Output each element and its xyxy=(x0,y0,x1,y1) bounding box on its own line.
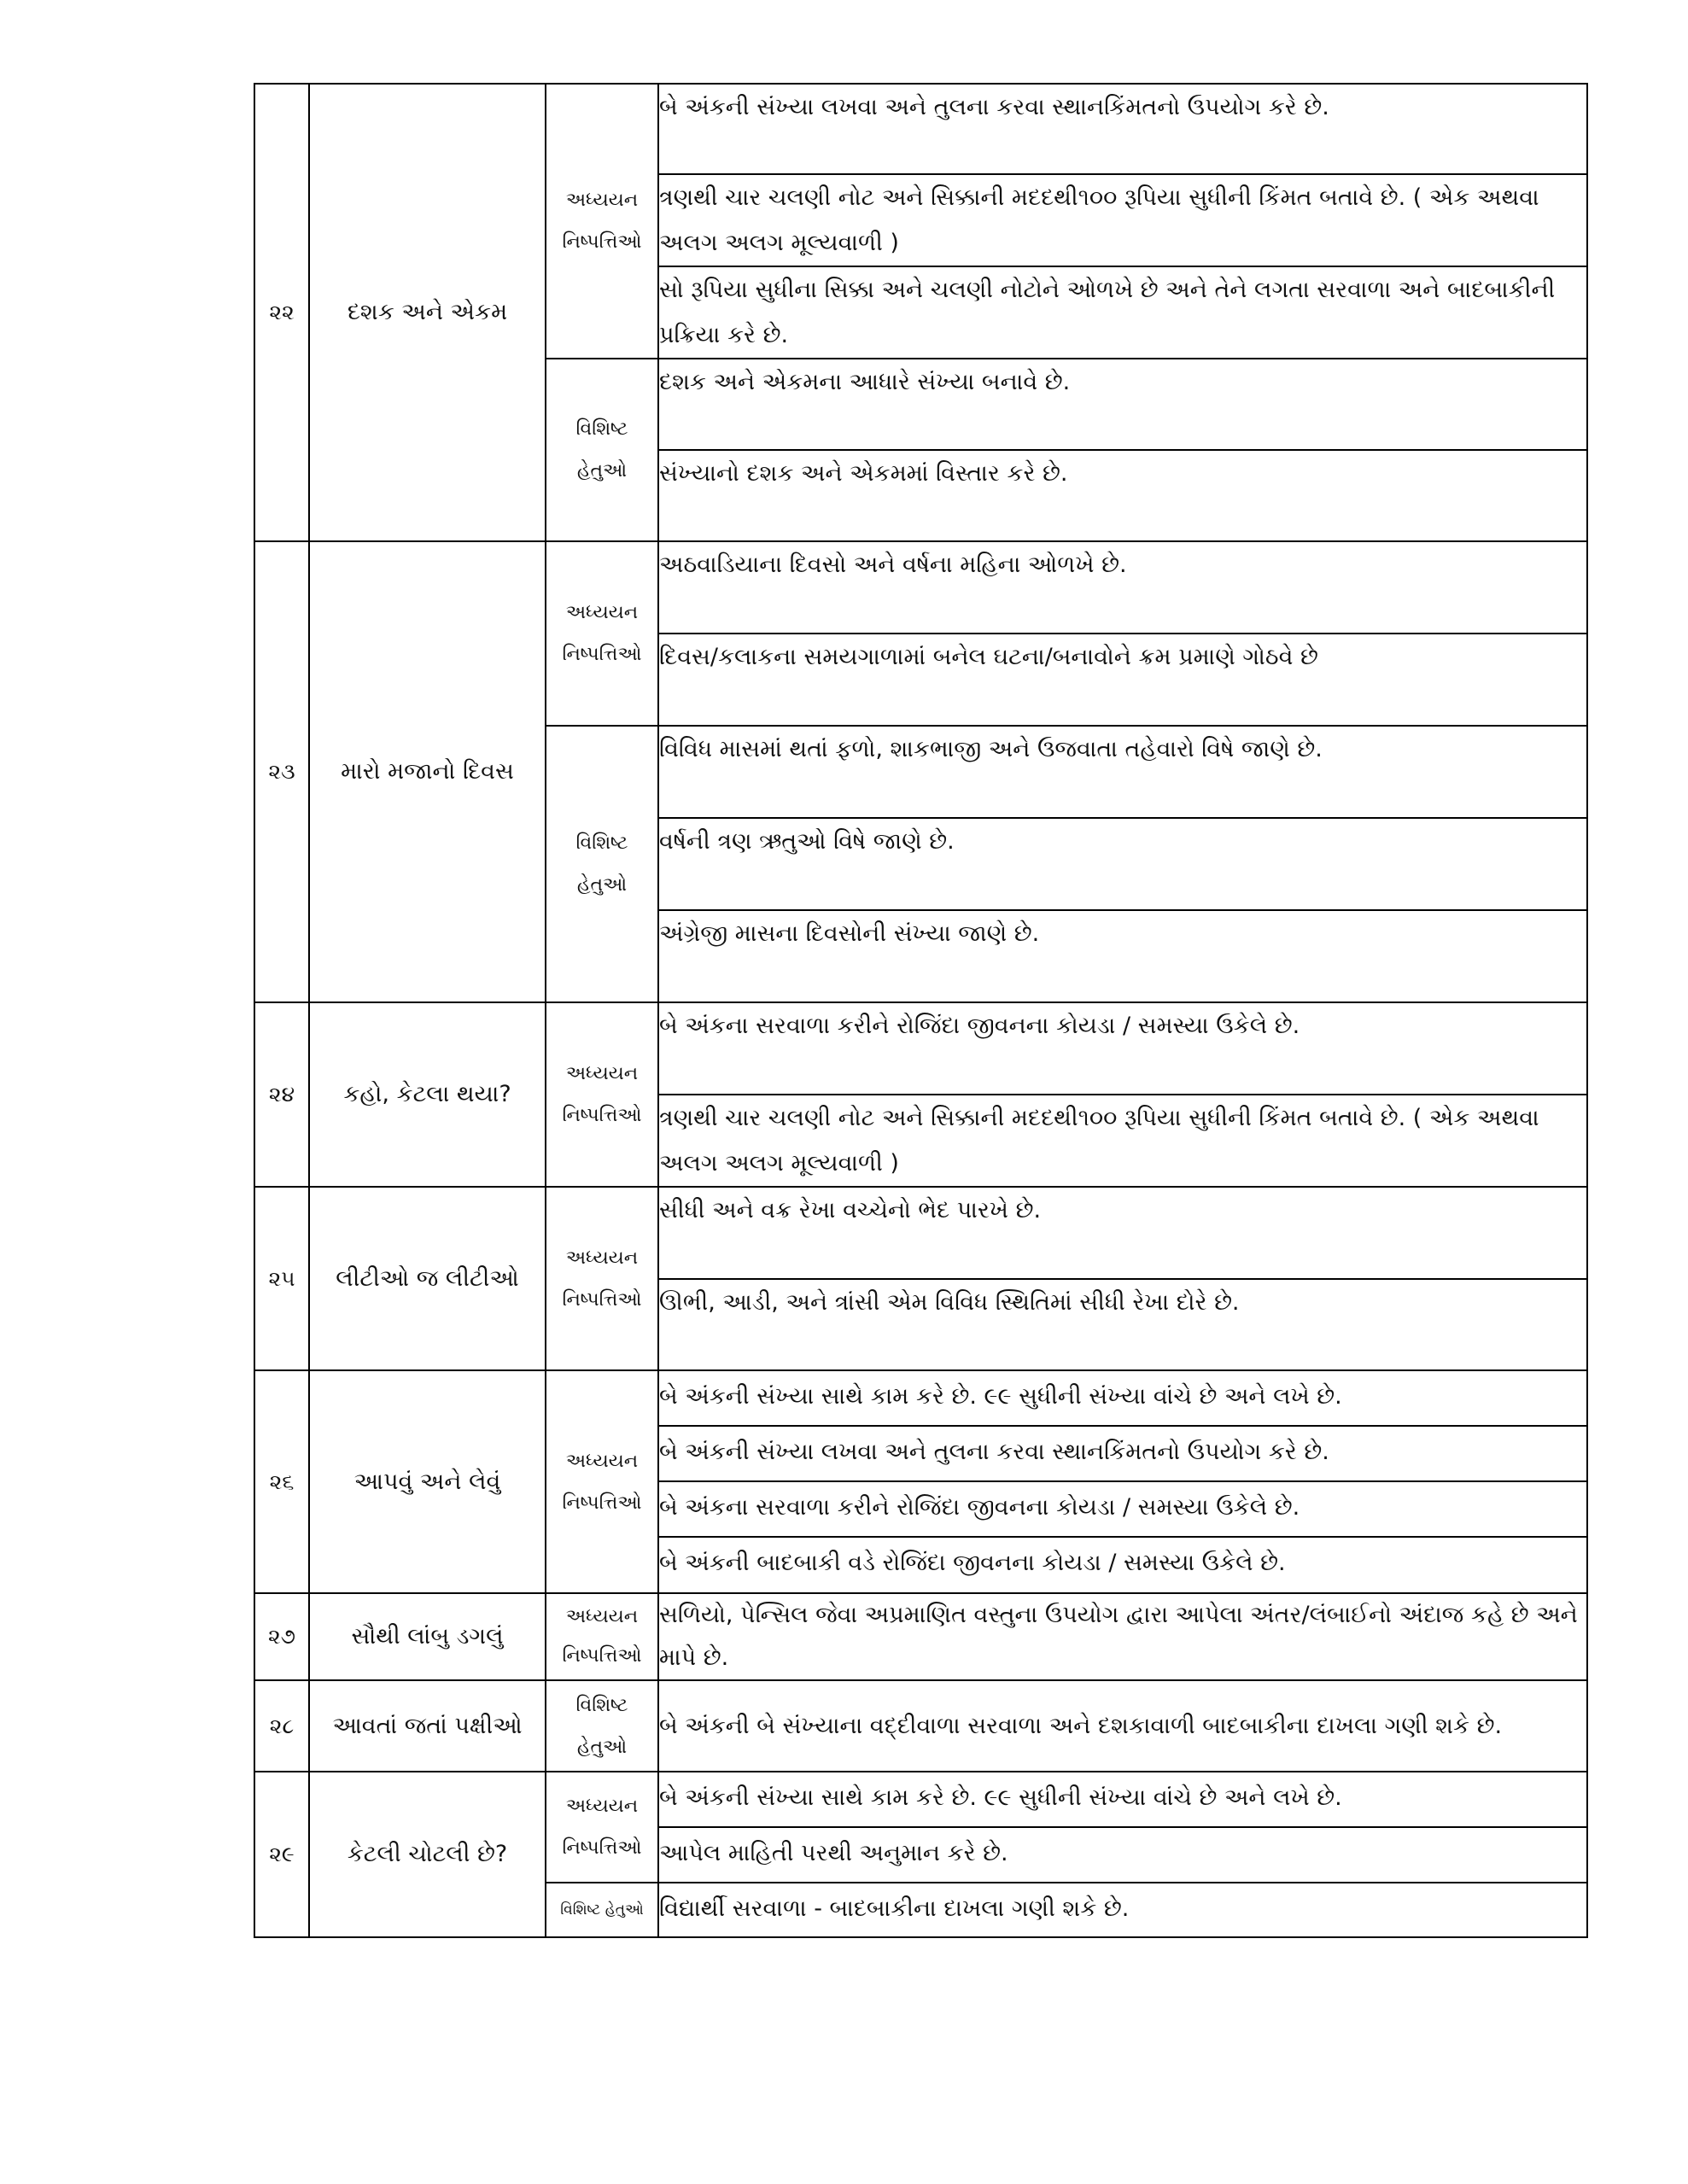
objective-text: બે અંકની બે સંખ્યાના વદ્દીવાળા સરવાળા અને દશકાવાળી બાદબાકીના દાખલા ગણી શકે છે. xyxy=(658,1680,1587,1772)
table-row xyxy=(254,1593,1587,1680)
chapter-title: દશક અને એકમ xyxy=(309,84,546,541)
category-label: અધ્યયન નિષ્પત્તિઓ xyxy=(546,1187,658,1370)
table-row xyxy=(254,1187,1587,1279)
outcome-text: દિવસ/કલાકના સમયગાળામાં બનેલ ઘટના/બનાવોને ક્રમ પ્રમાણે ગોઠવે છે xyxy=(658,634,1587,726)
learning-outcomes-table xyxy=(254,83,1588,1938)
outcome-text: બે અંકની સંખ્યા સાથે કામ કરે છે. ૯૯ સુધીની સંખ્યા વાંચે છે અને લખે છે. xyxy=(658,1370,1587,1426)
objective-text: વર્ષની ત્રણ ઋતુઓ વિષે જાણે છે. xyxy=(658,818,1587,910)
category-label: વિશિષ્ટ હેતુઓ xyxy=(546,1680,658,1772)
chapter-number: ૨૩ xyxy=(254,541,309,1002)
objective-text: સંખ્યાનો દશક અને એકમમાં વિસ્તાર કરે છે. xyxy=(658,450,1587,541)
chapter-number: ૨૭ xyxy=(254,1593,309,1680)
chapter-number: ૨૮ xyxy=(254,1680,309,1772)
chapter-title: આપવું અને લેવું xyxy=(309,1370,546,1593)
chapter-title: સૌથી લાંબુ ડગલું xyxy=(309,1593,546,1680)
table-row xyxy=(254,541,1587,634)
outcome-text: આપેલ માહિતી પરથી અનુમાન કરે છે. xyxy=(658,1827,1587,1883)
table-row xyxy=(254,1680,1587,1772)
chapter-number: ૨૨ xyxy=(254,84,309,541)
category-label: અધ્યયન નિષ્પત્તિઓ xyxy=(546,1772,658,1883)
category-label: વિશિષ્ટ હેતુઓ xyxy=(546,726,658,1002)
category-label: અધ્યયન નિષ્પત્તિઓ xyxy=(546,1002,658,1187)
outcome-text: અઠવાડિયાના દિવસો અને વર્ષના મહિના ઓળખે છે. xyxy=(658,541,1587,634)
outcome-text: સળિયો, પેન્સિલ જેવા અપ્રમાણિત વસ્તુના ઉપયોગ દ્વારા આપેલા અંતર/લંબાઈનો અંદાજ કહે છે અને માપે છે. xyxy=(658,1593,1587,1680)
chapter-number: ૨૯ xyxy=(254,1772,309,1937)
category-label: વિશિષ્ટ હેતુઓ xyxy=(546,1883,658,1937)
category-label: વિશિષ્ટ હેતુઓ xyxy=(546,359,658,541)
table-row xyxy=(254,1772,1587,1827)
outcome-text: બે અંકની સંખ્યા લખવા અને તુલના કરવા સ્થાનકિંમતનો ઉપયોગ કરે છે. xyxy=(658,1426,1587,1481)
outcome-text: બે અંકની બાદબાકી વડે રોજિંદા જીવનના કોયડા / સમસ્યા ઉકેલે છે. xyxy=(658,1537,1587,1593)
outcome-text: ઊભી, આડી, અને ત્રાંસી એમ વિવિધ સ્થિતિમાં સીધી રેખા દોરે છે. xyxy=(658,1279,1587,1370)
table-row xyxy=(254,1002,1587,1095)
category-label: અધ્યયન નિષ્પત્તિઓ xyxy=(546,541,658,726)
outcome-text: ત્રણથી ચાર ચલણી નોટ અને સિક્કાની મદદથી૧૦૦ રૂપિયા સુધીની કિંમત બતાવે છે. ( એક અથવા અલગ અલગ મૂલ્યવાળી ) xyxy=(658,174,1587,266)
category-label: અધ્યયન નિષ્પત્તિઓ xyxy=(546,1593,658,1680)
outcome-text: સીધી અને વક્ર રેખા વચ્ચેનો ભેદ પારખે છે. xyxy=(658,1187,1587,1279)
chapter-number: ૨૪ xyxy=(254,1002,309,1187)
chapter-number: ૨૬ xyxy=(254,1370,309,1593)
chapter-number: ૨૫ xyxy=(254,1187,309,1370)
outcome-text: ત્રણથી ચાર ચલણી નોટ અને સિક્કાની મદદથી૧૦૦ રૂપિયા સુધીની કિંમત બતાવે છે. ( એક અથવા અલગ અલગ મૂલ્યવાળી ) xyxy=(658,1095,1587,1187)
outcome-text: બે અંકના સરવાળા કરીને રોજિંદા જીવનના કોયડા / સમસ્યા ઉકેલે છે. xyxy=(658,1002,1587,1095)
category-label: અધ્યયન નિષ્પત્તિઓ xyxy=(546,1370,658,1593)
objective-text: વિદ્યાર્થી સરવાળા - બાદબાકીના દાખલા ગણી શકે છે. xyxy=(658,1883,1587,1937)
outcome-text: બે અંકના સરવાળા કરીને રોજિંદા જીવનના કોયડા / સમસ્યા ઉકેલે છે. xyxy=(658,1481,1587,1537)
chapter-title: મારો મજાનો દિવસ xyxy=(309,541,546,1002)
chapter-title: લીટીઓ જ લીટીઓ xyxy=(309,1187,546,1370)
chapter-title: આવતાં જતાં પક્ષીઓ xyxy=(309,1680,546,1772)
objective-text: દશક અને એકમના આધારે સંખ્યા બનાવે છે. xyxy=(658,359,1587,450)
chapter-title: કેટલી ચોટલી છે? xyxy=(309,1772,546,1937)
category-label: અધ્યયન નિષ્પત્તિઓ xyxy=(546,84,658,359)
objective-text: અંગ્રેજી માસના દિવસોની સંખ્યા જાણે છે. xyxy=(658,910,1587,1002)
chapter-title: કહો, કેટલા થયા? xyxy=(309,1002,546,1187)
objective-text: વિવિધ માસમાં થતાં ફળો, શાકભાજી અને ઉજવાતા તહેવારો વિષે જાણે છે. xyxy=(658,726,1587,818)
outcome-text: બે અંકની સંખ્યા લખવા અને તુલના કરવા સ્થાનકિંમતનો ઉપયોગ કરે છે. xyxy=(658,84,1587,174)
outcome-text: બે અંકની સંખ્યા સાથે કામ કરે છે. ૯૯ સુધીની સંખ્યા વાંચે છે અને લખે છે. xyxy=(658,1772,1587,1827)
table-row xyxy=(254,1370,1587,1426)
table-row xyxy=(254,84,1587,174)
outcome-text: સો રૂપિયા સુધીના સિક્કા અને ચલણી નોટોને ઓળખે છે અને તેને લગતા સરવાળા અને બાદબાકીની પ્રક્રિયા કરે છે. xyxy=(658,266,1587,359)
